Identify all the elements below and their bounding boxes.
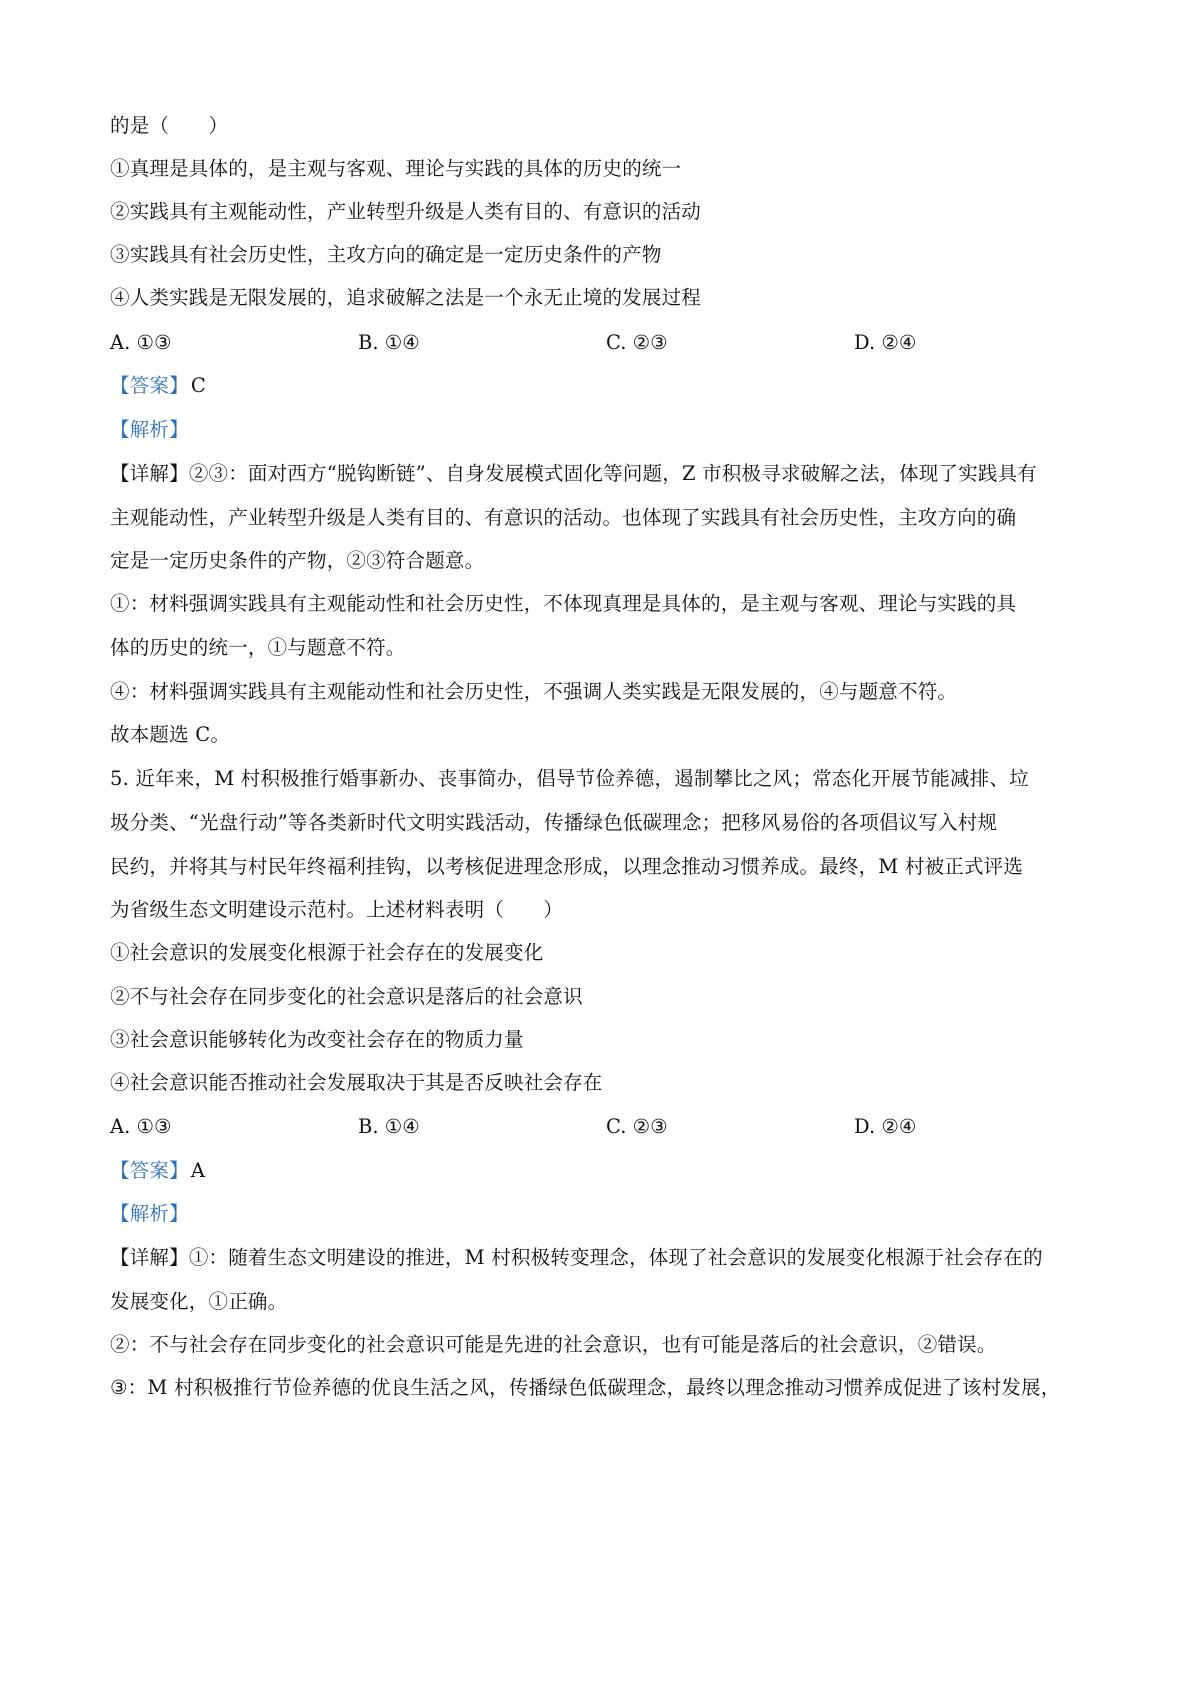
q5-item-3: ③社会意识能够转化为改变社会存在的物质力量 (110, 1028, 524, 1051)
q4-detail-text-1: ②③：面对西方“脱钩断链”、自身发展模式固化等问题，Z 市积极寻求破解之法，体现了实践具有 (188, 462, 1037, 485)
q4-detail-line-6: ④：材料强调实践具有主观能动性和社会历史性，不强调人类实践是无限发展的，④与题意不符。 (110, 680, 958, 703)
q5-detail-line-3: ②：不与社会存在同步变化的社会意识可能是先进的社会意识，也有可能是落后的社会意识，②错误。 (110, 1333, 997, 1356)
q4-detail-line-1 (110, 462, 1100, 486)
q4-analysis-tag: 【解析】 (110, 418, 189, 441)
q5-analysis-line (110, 1202, 1100, 1226)
q4-item-4: ④人类实践是无限发展的，追求破解之法是一个永无止境的发展过程 (110, 286, 702, 309)
q5-answer-line (110, 1159, 1100, 1183)
q5-analysis-tag: 【解析】 (110, 1202, 189, 1225)
q5-item-1: ①社会意识的发展变化根源于社会存在的发展变化 (110, 941, 544, 964)
q4-option-c: C. ②③ (606, 331, 668, 354)
q4-stem-end: 的是（ ） (110, 114, 229, 137)
q4-item-3: ③实践具有社会历史性，主攻方向的确定是一定历史条件的产物 (110, 243, 662, 266)
q4-detail-line-4: ①：材料强调实践具有主观能动性和社会历史性，不体现真理是具体的，是主观与客观、理论与实践的具 (110, 592, 1017, 615)
q4-answer-tag: 【答案】 (110, 374, 189, 397)
q5-options (110, 1115, 1100, 1139)
q4-option-d: D. ②④ (854, 331, 917, 354)
q4-option-b: B. ①④ (358, 331, 420, 354)
q5-option-d: D. ②④ (854, 1115, 917, 1138)
q5-detail-tag: 【详解】 (110, 1246, 189, 1269)
q5-option-a: A. ①③ (110, 1115, 172, 1138)
q5-stem-line-1: 5. 近年来，M 村积极推行婚事新办、丧事简办，倡导节俭养德，遏制攀比之风；常态化开展节能减排、垃 (110, 767, 1029, 790)
q4-answer-line (110, 374, 1100, 398)
q4-detail-line-7: 故本题选 C。 (110, 723, 231, 746)
q5-item-2: ②不与社会存在同步变化的社会意识是落后的社会意识 (110, 985, 583, 1008)
q4-detail-tag: 【详解】 (110, 462, 189, 485)
q5-item-4: ④社会意识能否推动社会发展取决于其是否反映社会存在 (110, 1071, 603, 1094)
q5-detail-line-4: ③：M 村积极推行节俭养德的优良生活之风，传播绿色低碳理念，最终以理念推动习惯养成促进了该村发展， (110, 1376, 1061, 1399)
q4-detail-line-5: 体的历史的统一，①与题意不符。 (110, 636, 406, 659)
q4-option-a: A. ①③ (110, 331, 172, 354)
q5-option-b: B. ①④ (358, 1115, 420, 1138)
q5-detail-line-2: 发展变化，①正确。 (110, 1290, 288, 1313)
q4-analysis-line (110, 418, 1100, 442)
q5-answer-tag: 【答案】 (110, 1159, 189, 1182)
q5-stem-line-4: 为省级生态文明建设示范村。上述材料表明（ ） (110, 898, 564, 921)
q5-stem-line-3: 民约，并将其与村民年终福利挂钩，以考核促进理念形成，以理念推动习惯养成。最终，M 村被正式评选 (110, 855, 1024, 878)
q5-option-c: C. ②③ (606, 1115, 668, 1138)
q4-item-2: ②实践具有主观能动性，产业转型升级是人类有目的、有意识的活动 (110, 200, 702, 223)
q5-stem-line-2: 圾分类、“光盘行动”等各类新时代文明实践活动，传播绿色低碳理念；把移风易俗的各项倡议写入村规 (110, 811, 998, 834)
q4-options (110, 331, 1100, 355)
q5-detail-text-1: ①：随着生态文明建设的推进，M 村积极转变理念，体现了社会意识的发展变化根源于社会存在的 (188, 1246, 1043, 1269)
q5-answer: A (190, 1159, 206, 1182)
q4-detail-line-2: 主观能动性，产业转型升级是人类有目的、有意识的活动。也体现了实践具有社会历史性，主攻方向的确 (110, 506, 1017, 529)
q5-detail-line-1 (110, 1246, 1100, 1270)
q4-detail-line-3: 定是一定历史条件的产物，②③符合题意。 (110, 549, 485, 572)
q4-answer: C (190, 374, 206, 397)
q4-item-1: ①真理是具体的，是主观与客观、理论与实践的具体的历史的统一 (110, 157, 682, 180)
